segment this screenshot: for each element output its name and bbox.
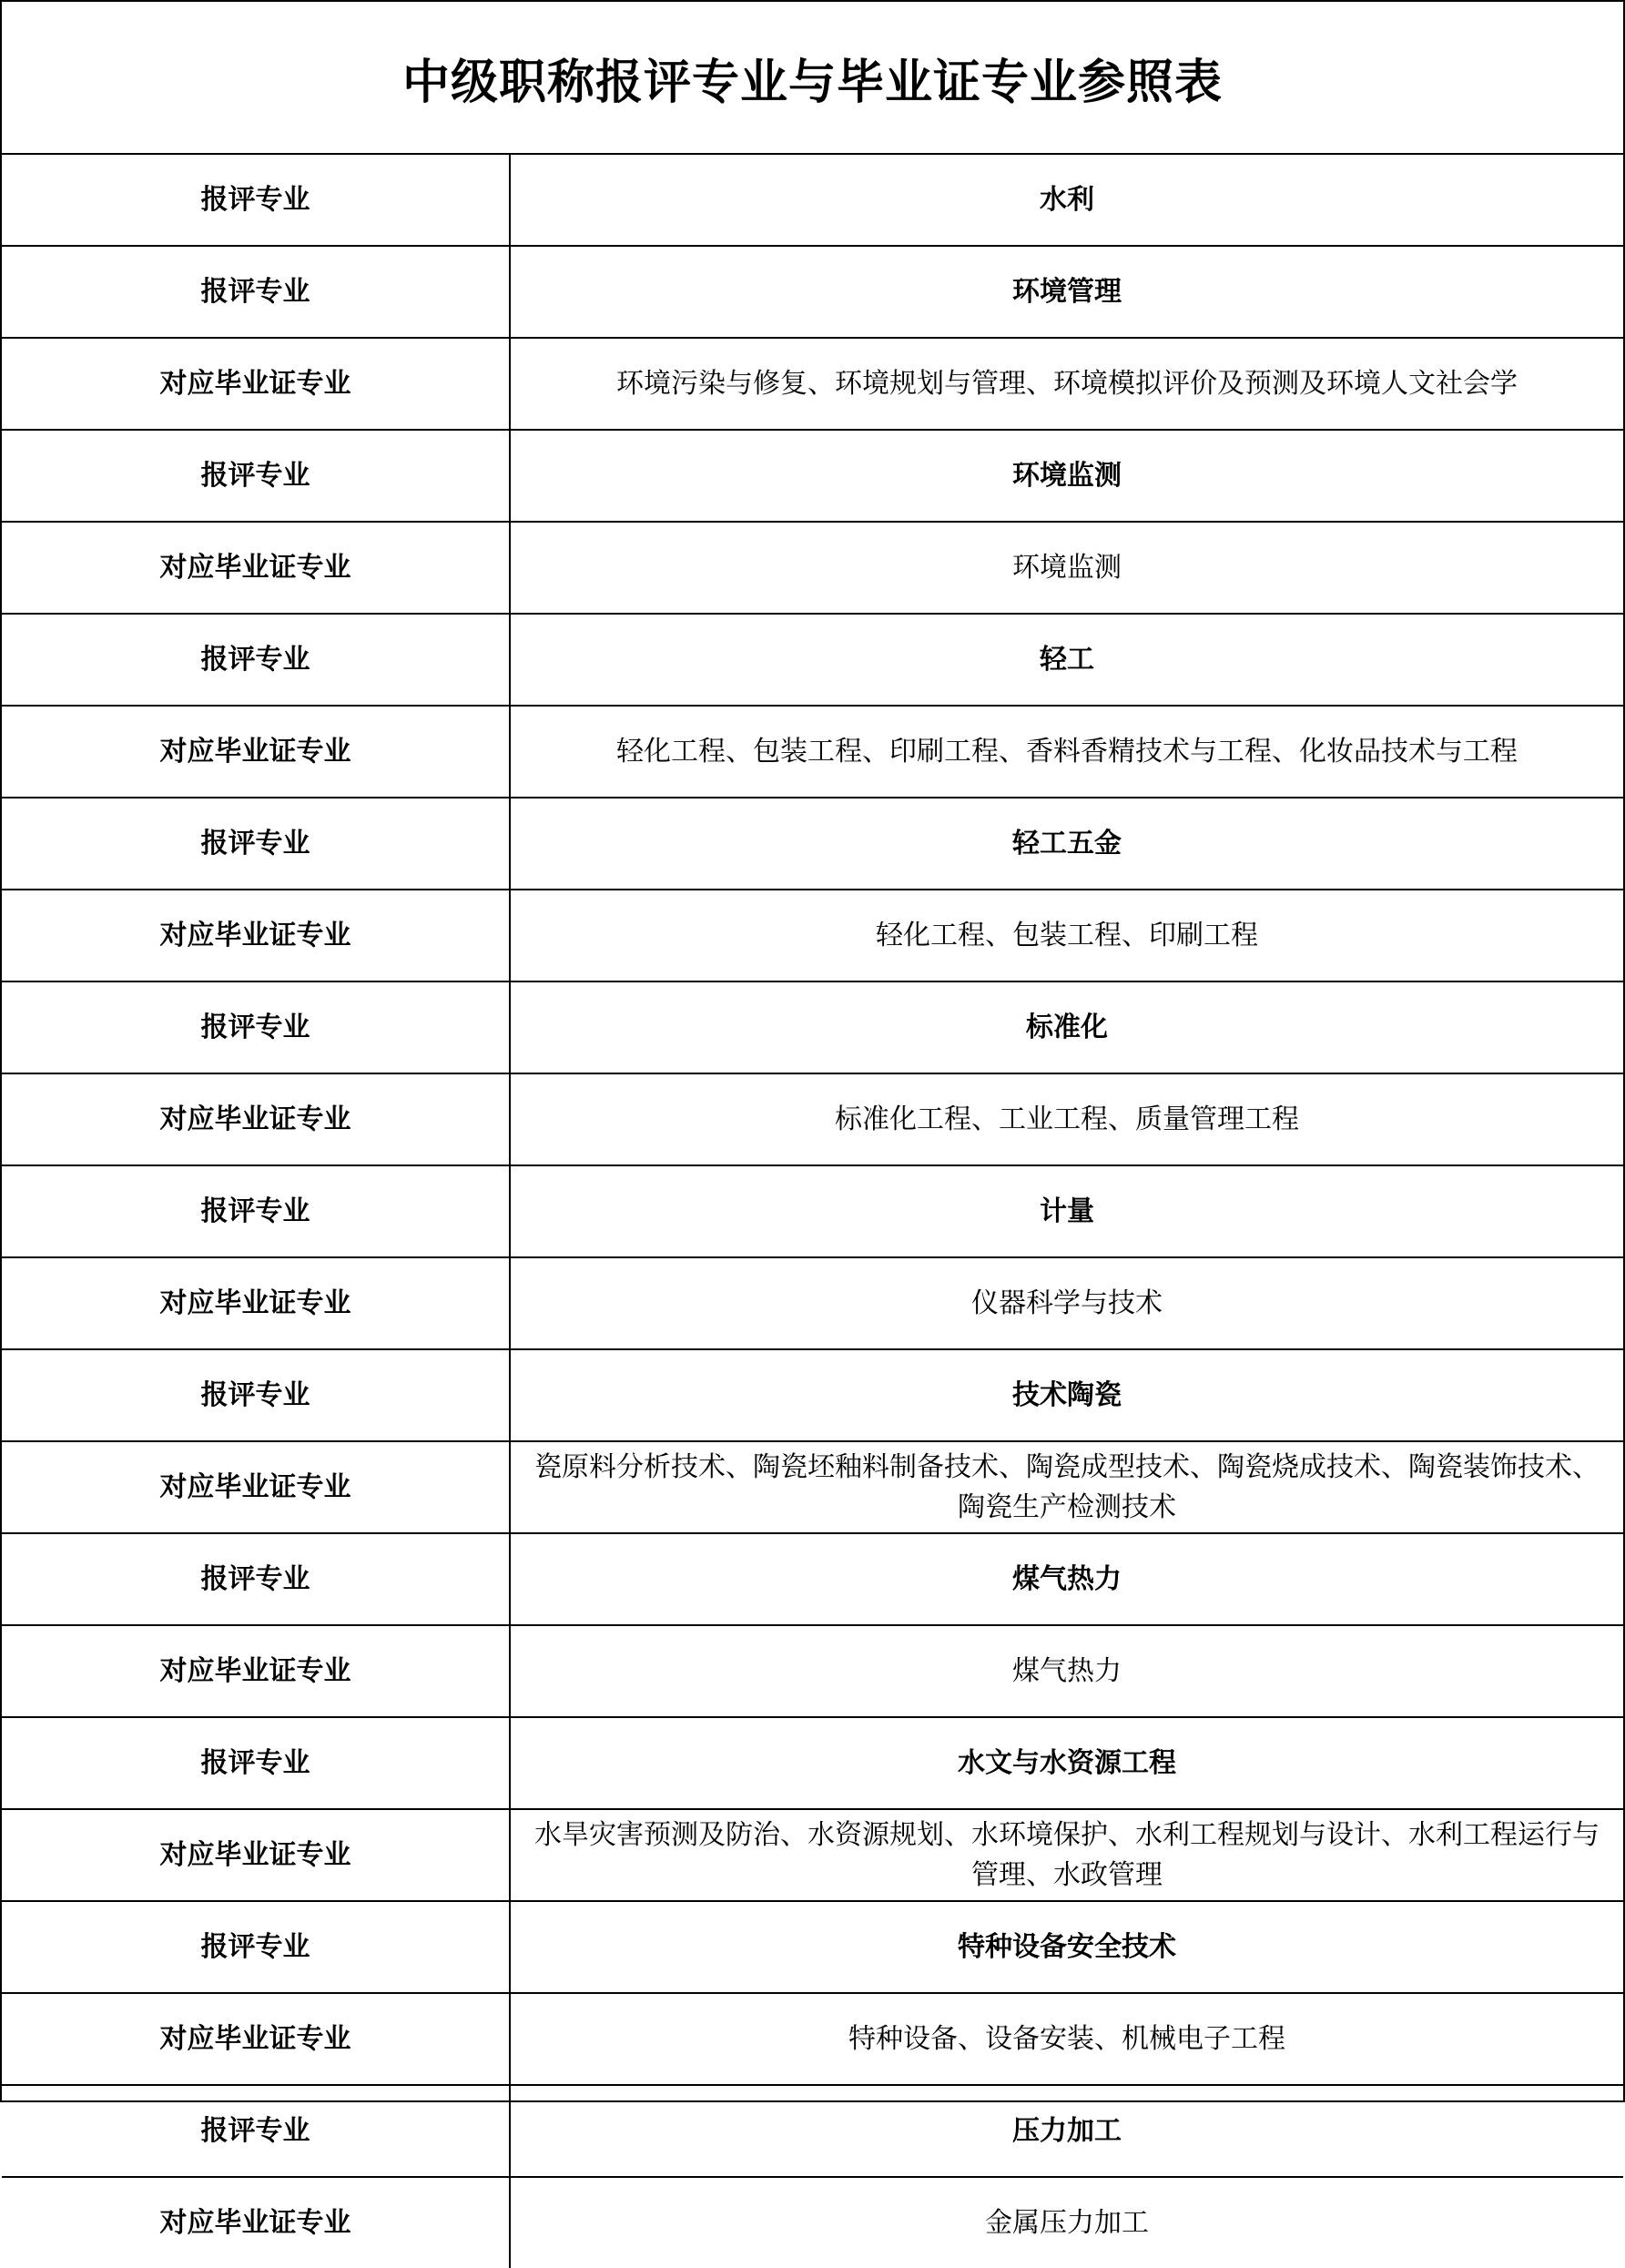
row-value: 轻化工程、包装工程、印刷工程、香料香精技术与工程、化妆品技术与工程: [616, 736, 1518, 767]
row-label: 报评专业: [2, 431, 511, 521]
row-label: 报评专业: [2, 1902, 511, 1992]
row-label: 报评专业: [2, 982, 511, 1073]
table-row: [2, 429, 1623, 521]
row-label: 报评专业: [2, 615, 511, 705]
table-row: [2, 1624, 1623, 1716]
row-value: 环境污染与修复、环境规划与管理、环境模拟评价及预测及环境人文社会学: [616, 368, 1518, 399]
table-row: [2, 1440, 1623, 1532]
table-row: [2, 797, 1623, 889]
row-value: 轻化工程、包装工程、印刷工程: [876, 920, 1258, 951]
table-row: [2, 1165, 1623, 1256]
row-value: 环境监测: [1012, 460, 1122, 491]
row-value: 环境管理: [1012, 276, 1122, 307]
row-value: 压力加工: [1012, 2115, 1122, 2146]
title-row: [2, 2, 1623, 153]
row-value: 水旱灾害预测及防治、水资源规划、水环境保护、水利工程规划与设计、水利工程运行与管理、水政管理: [534, 1820, 1600, 1890]
table-row: [2, 337, 1623, 429]
table-row: [2, 1716, 1623, 1808]
row-value: 煤气热力: [1012, 1655, 1122, 1686]
table-row: [2, 1900, 1623, 1992]
row-value: 瓷原料分析技术、陶瓷坯釉料制备技术、陶瓷成型技术、陶瓷烧成技术、陶瓷装饰技术、陶瓷生产检测技术: [534, 1452, 1600, 1522]
row-label: 对应毕业证专业: [2, 890, 511, 981]
table-row: [2, 1808, 1623, 1900]
table-row: [2, 1992, 1623, 2084]
row-value: 特种设备安全技术: [958, 1931, 1176, 1962]
table-row: [2, 521, 1623, 613]
row-label: 对应毕业证专业: [2, 707, 511, 797]
row-label: 报评专业: [2, 1534, 511, 1624]
row-value: 标准化: [1026, 1012, 1108, 1042]
row-value: 技术陶瓷: [1012, 1379, 1122, 1410]
page-title: 中级职称报评专业与毕业证专业参照表: [401, 56, 1223, 109]
row-label: 报评专业: [2, 1166, 511, 1256]
row-label: 对应毕业证专业: [2, 1994, 511, 2084]
row-value: 水利: [1040, 184, 1094, 215]
table-row: [2, 1073, 1623, 1165]
table-row: [2, 2084, 1623, 2176]
row-label: 对应毕业证专业: [2, 1626, 511, 1716]
row-label: 对应毕业证专业: [2, 1810, 511, 1900]
table-row: [2, 981, 1623, 1073]
table-row: [2, 2176, 1623, 2268]
table-row: [2, 705, 1623, 797]
table-row: [2, 1532, 1623, 1624]
row-label: 对应毕业证专业: [2, 1442, 511, 1532]
row-label: 报评专业: [2, 798, 511, 889]
row-value: 轻工五金: [1012, 828, 1122, 859]
row-value: 水文与水资源工程: [958, 1747, 1176, 1778]
row-label: 对应毕业证专业: [2, 2178, 511, 2268]
table-row: [2, 613, 1623, 705]
row-label: 报评专业: [2, 247, 511, 337]
row-label: 报评专业: [2, 2086, 511, 2176]
table-row: [2, 245, 1623, 337]
row-label: 对应毕业证专业: [2, 1258, 511, 1348]
row-label: 对应毕业证专业: [2, 339, 511, 429]
row-value: 计量: [1040, 1195, 1094, 1226]
row-label: 对应毕业证专业: [2, 523, 511, 613]
row-label: 报评专业: [2, 1718, 511, 1808]
row-label: 报评专业: [2, 1350, 511, 1440]
row-label: 报评专业: [2, 155, 511, 245]
row-value: 特种设备、设备安装、机械电子工程: [848, 2023, 1285, 2054]
row-label: 对应毕业证专业: [2, 1074, 511, 1165]
table-body: [2, 153, 1623, 2268]
table-row: [2, 889, 1623, 981]
row-value: 环境监测: [1012, 552, 1122, 583]
row-value: 仪器科学与技术: [971, 1287, 1163, 1318]
row-value: 煤气热力: [1012, 1563, 1122, 1594]
row-value: 标准化工程、工业工程、质量管理工程: [835, 1103, 1299, 1134]
table-row: [2, 1348, 1623, 1440]
row-value: 金属压力加工: [985, 2207, 1149, 2238]
table-row: [2, 1256, 1623, 1348]
row-value: 轻工: [1040, 644, 1094, 675]
table-row: [2, 153, 1623, 245]
